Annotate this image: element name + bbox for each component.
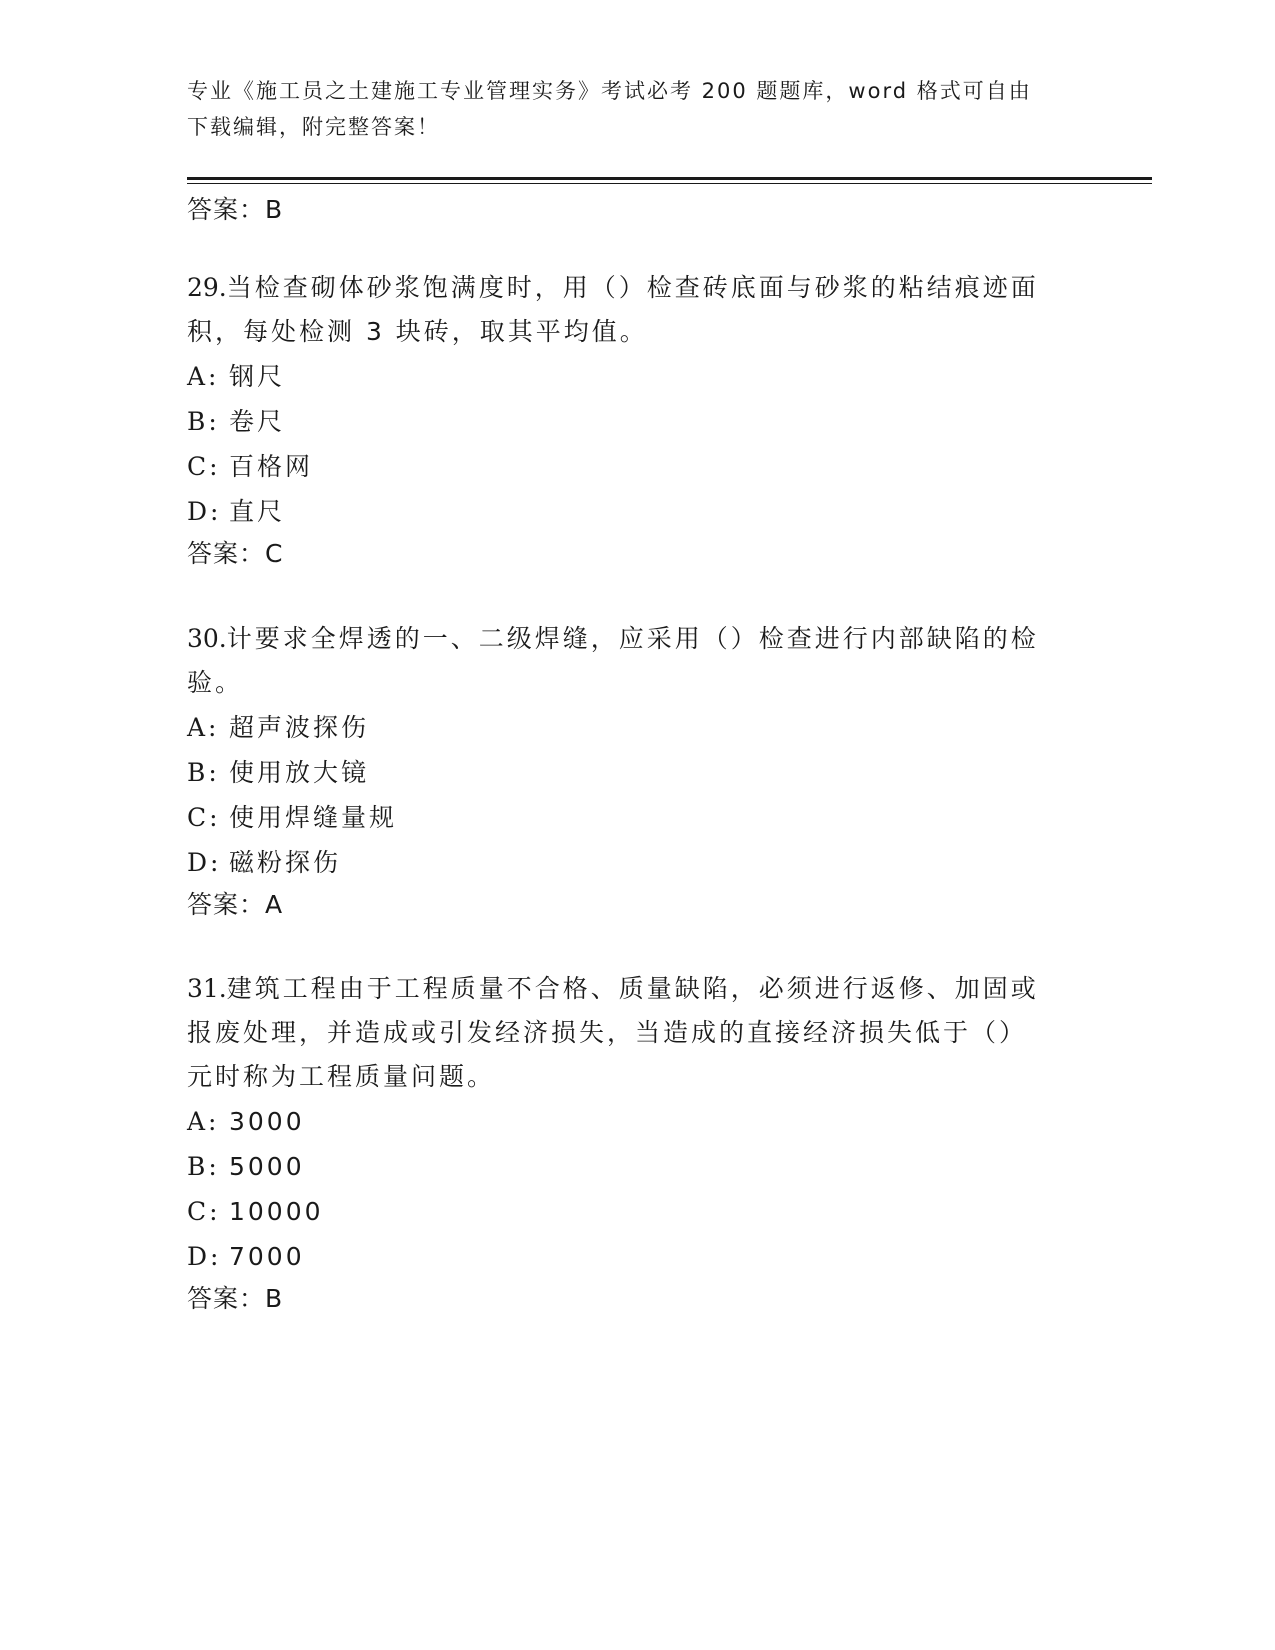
answer-line: 答案：A bbox=[187, 890, 284, 919]
option-b: B: 5000 bbox=[187, 1152, 305, 1181]
question-number: 29. bbox=[187, 273, 227, 302]
option-a: A: 超声波探伤 bbox=[187, 713, 370, 742]
question-stem: 29.当检查砌体砂浆饱满度时，用（）检查砖底面与砂浆的粘结痕迹面 bbox=[187, 273, 1039, 302]
question-29 bbox=[187, 266, 1087, 574]
header-divider-thin bbox=[187, 183, 1152, 184]
answer-line: 答案：C bbox=[187, 539, 284, 568]
question-stem-continued: 报废处理，并造成或引发经济损失，当造成的直接经济损失低于（） bbox=[187, 1018, 1028, 1047]
question-number: 31. bbox=[187, 974, 227, 1003]
question-stem-continued: 验。 bbox=[187, 668, 244, 697]
option-d: D: 7000 bbox=[187, 1242, 305, 1271]
option-d: D: 磁粉探伤 bbox=[187, 848, 342, 877]
question-stem-continued: 积，每处检测 3 块砖，取其平均值。 bbox=[187, 317, 648, 346]
question-stem: 30.计要求全焊透的一、二级焊缝，应采用（）检查进行内部缺陷的检 bbox=[187, 624, 1039, 653]
question-31 bbox=[187, 967, 1087, 1319]
option-b: B: 卷尺 bbox=[187, 407, 286, 436]
header-line-2: 下载编辑，附完整答案！ bbox=[187, 115, 440, 139]
question-stem: 31.建筑工程由于工程质量不合格、质量缺陷，必须进行返修、加固或 bbox=[187, 974, 1039, 1003]
option-a: A: 3000 bbox=[187, 1107, 305, 1136]
option-c: C: 百格网 bbox=[187, 452, 314, 481]
answer-line: 答案：B bbox=[187, 1284, 284, 1313]
document-header bbox=[187, 73, 1087, 145]
question-stem-continued: 元时称为工程质量问题。 bbox=[187, 1062, 496, 1091]
header-divider-thick bbox=[187, 177, 1152, 180]
header-line-1: 专业《施工员之土建施工专业管理实务》考试必考 200 题题库，word 格式可自由 bbox=[187, 79, 1032, 103]
option-c: C: 10000 bbox=[187, 1197, 324, 1226]
option-c: C: 使用焊缝量规 bbox=[187, 803, 398, 832]
option-b: B: 使用放大镜 bbox=[187, 758, 370, 787]
question-number: 30. bbox=[187, 624, 227, 653]
option-a: A: 钢尺 bbox=[187, 362, 286, 391]
option-d: D: 直尺 bbox=[187, 497, 286, 526]
previous-answer: 答案：B bbox=[187, 195, 284, 224]
question-30 bbox=[187, 617, 1087, 925]
